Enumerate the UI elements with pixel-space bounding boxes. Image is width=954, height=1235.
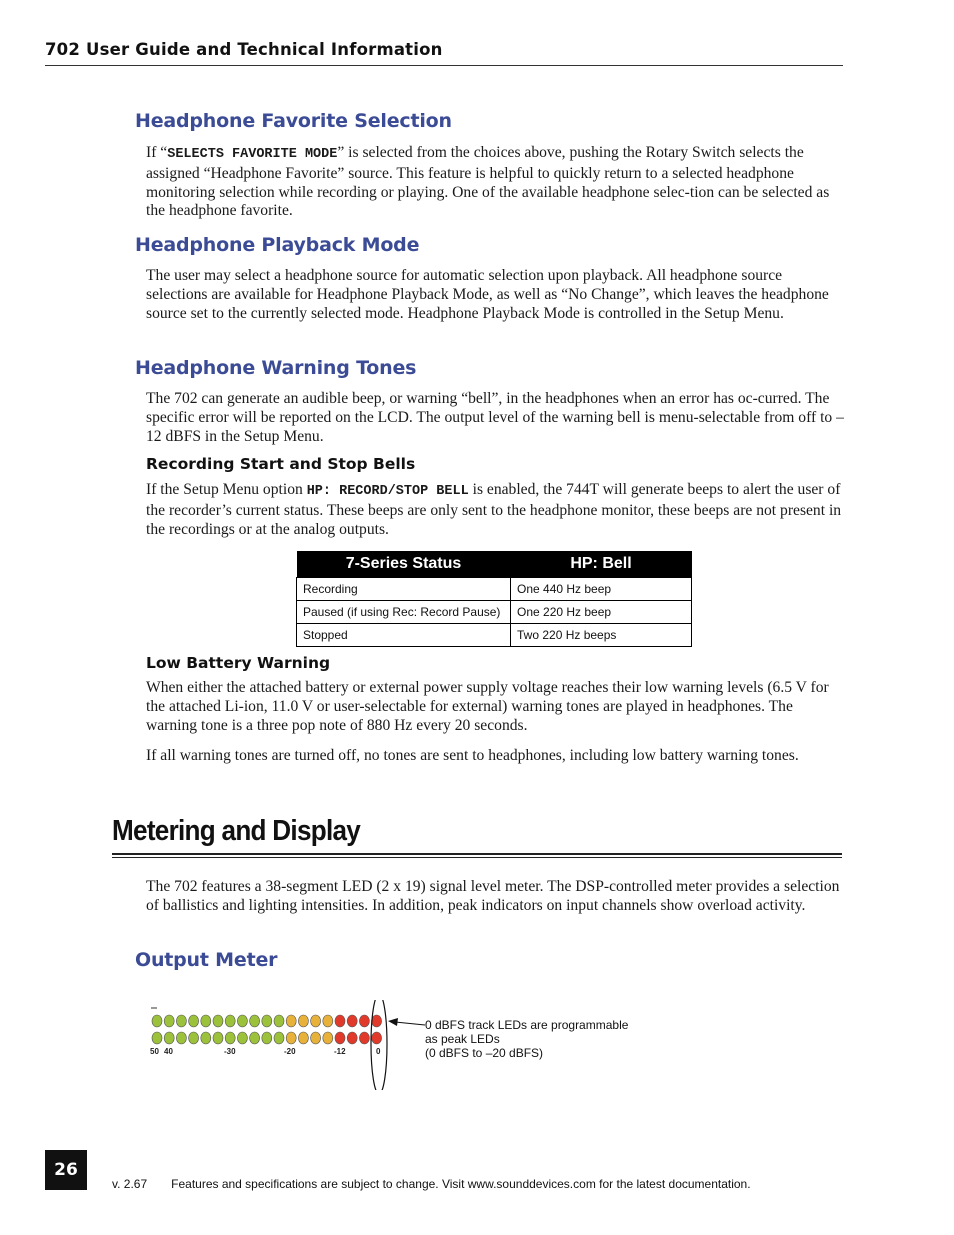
- table-row: [297, 601, 692, 624]
- bells-post: is enabled, the 744T will generate beeps to alert the user of the recorder’s current status. These beeps are only sent to the headphone monitor, these beeps are not present in the recordings or at the analog outputs.: [146, 481, 842, 538]
- bells-paragraph: [146, 481, 846, 539]
- table-cell: One 220 Hz beep: [511, 601, 692, 624]
- footer-text: [112, 1177, 751, 1191]
- callout-arrow-line: [395, 1022, 425, 1025]
- meter-led: [298, 1032, 308, 1044]
- favorite-paragraph: [146, 144, 846, 221]
- table-cell: One 440 Hz beep: [511, 578, 692, 601]
- meter-led: [225, 1015, 235, 1027]
- meter-led: [213, 1032, 223, 1044]
- scale-label: 50: [150, 1047, 159, 1056]
- warning-paragraph: The 702 can generate an audible beep, or warning “bell”, in the headphones when an error has oc-curred. The specific error will be reported on the LCD. The output level of the warning bell is menu-selectable from off to –12 dBFS in the Setup Menu.: [146, 390, 844, 445]
- scale-label: -20: [284, 1047, 296, 1056]
- heading-recording-bells: Recording Start and Stop Bells: [146, 455, 416, 473]
- fav-post: ” is selected from the choices above, pushing the Rotary Switch selects the assigned “Headphone Favorite” source. This feature is helpful to quickly return to a selected headphone monitoring selection while recording or playing. One of the available headphone selec-tion can be selected as the headphone favorite.: [146, 144, 830, 220]
- table-cell: Paused (if using Rec: Record Pause): [297, 601, 511, 624]
- meter-led: [372, 1015, 382, 1027]
- fav-pre: If “: [146, 144, 168, 161]
- table-row: [297, 624, 692, 647]
- peak-led-ellipse: [371, 1000, 387, 1090]
- arrow-icon: [388, 1018, 398, 1026]
- battery-paragraph-1: When either the attached battery or external power supply voltage reaches their low warning levels (6.5 V for the attached Li-ion, 11.0 V or user-selectable for external) warning tones are played in headphones. The warning tone is a three pop note of 880 Hz every 20 seconds.: [146, 679, 829, 734]
- meter-led: [359, 1032, 369, 1044]
- meter-led: [176, 1032, 186, 1044]
- table-header-bell: HP: Bell: [511, 551, 692, 578]
- meter-led: [274, 1015, 284, 1027]
- heading-metering-display: Metering and Display: [112, 815, 361, 847]
- meter-led: [201, 1032, 211, 1044]
- meter-led: [152, 1032, 162, 1044]
- heading-playback-mode: Headphone Playback Mode: [135, 234, 420, 256]
- scale-label: 0: [376, 1047, 381, 1056]
- scale-label: -12: [334, 1047, 346, 1056]
- heading-low-battery: Low Battery Warning: [146, 654, 331, 672]
- meter-led: [286, 1032, 296, 1044]
- metering-paragraph: The 702 features a 38-segment LED (2 x 19) signal level meter. The DSP-controlled meter provides a selection of ballistics and lighting intensities. In addition, peak indicators on input channels show overload activity.: [146, 878, 840, 914]
- callout-line: (0 dBFS to –20 dBFS): [425, 1046, 544, 1060]
- fav-code: SELECTS FAVORITE MODE: [167, 147, 338, 162]
- meter-led: [335, 1032, 345, 1044]
- meter-led: [347, 1015, 357, 1027]
- meter-led: [262, 1015, 272, 1027]
- meter-led: [213, 1015, 223, 1027]
- bells-pre: If the Setup Menu option: [146, 481, 307, 498]
- meter-led: [298, 1015, 308, 1027]
- playback-paragraph: The user may select a headphone source for automatic selection upon playback. All headphone source selections are available for Headphone Playback Mode, as well as “No Change”, which leaves the headphone source set to the currently selected mode. Headphone Playback Mode is controlled in the Setup Menu.: [146, 267, 829, 322]
- meter-led: [274, 1032, 284, 1044]
- metering-rule-bottom: [112, 857, 842, 858]
- heading-output-meter: Output Meter: [135, 949, 278, 971]
- meter-led: [189, 1032, 199, 1044]
- meter-led: [152, 1015, 162, 1027]
- table-cell: Recording: [297, 578, 511, 601]
- meter-led: [262, 1032, 272, 1044]
- table-header-row: [297, 551, 692, 578]
- meter-led: [311, 1032, 321, 1044]
- callout-line: as peak LEDs: [425, 1032, 500, 1046]
- metering-rule-top: [112, 853, 842, 855]
- meter-led: [286, 1015, 296, 1027]
- meter-led: [201, 1015, 211, 1027]
- meter-led: [250, 1015, 260, 1027]
- header-rule: [45, 65, 843, 66]
- heading-favorite-selection: Headphone Favorite Selection: [135, 110, 452, 132]
- bells-code: HP: RECORD/STOP BELL: [306, 484, 469, 499]
- battery-paragraph-2: If all warning tones are turned off, no tones are sent to headphones, including low battery warning tones.: [146, 747, 799, 764]
- page-number: 26: [45, 1150, 87, 1190]
- meter-led: [164, 1015, 174, 1027]
- led-array: [152, 1015, 382, 1044]
- meter-led: [189, 1015, 199, 1027]
- scale-label: 40: [164, 1047, 173, 1056]
- table-cell: Stopped: [297, 624, 511, 647]
- table-cell: Two 220 Hz beeps: [511, 624, 692, 647]
- meter-led: [176, 1015, 186, 1027]
- bell-status-table: [296, 551, 692, 647]
- meter-led: [359, 1015, 369, 1027]
- footer-version: v. 2.67: [112, 1177, 148, 1191]
- meter-led: [323, 1015, 333, 1027]
- meter-led: [164, 1032, 174, 1044]
- meter-led: [335, 1015, 345, 1027]
- scale-label: -30: [224, 1047, 236, 1056]
- meter-led: [311, 1015, 321, 1027]
- footer-note: Features and specifications are subject to change. Visit www.sounddevices.com for the latest documentation.: [171, 1177, 751, 1191]
- meter-led: [237, 1032, 247, 1044]
- table-header-status: 7-Series Status: [297, 551, 511, 578]
- table-row: [297, 578, 692, 601]
- meter-led: [323, 1032, 333, 1044]
- running-header: 702 User Guide and Technical Information: [45, 40, 443, 59]
- meter-led: [347, 1032, 357, 1044]
- meter-led: [250, 1032, 260, 1044]
- meter-led: [372, 1032, 382, 1044]
- meter-led: [225, 1032, 235, 1044]
- heading-warning-tones: Headphone Warning Tones: [135, 357, 417, 379]
- callout-line: 0 dBFS track LEDs are programmable: [425, 1018, 629, 1032]
- meter-callout: [425, 1018, 628, 1060]
- meter-led: [237, 1015, 247, 1027]
